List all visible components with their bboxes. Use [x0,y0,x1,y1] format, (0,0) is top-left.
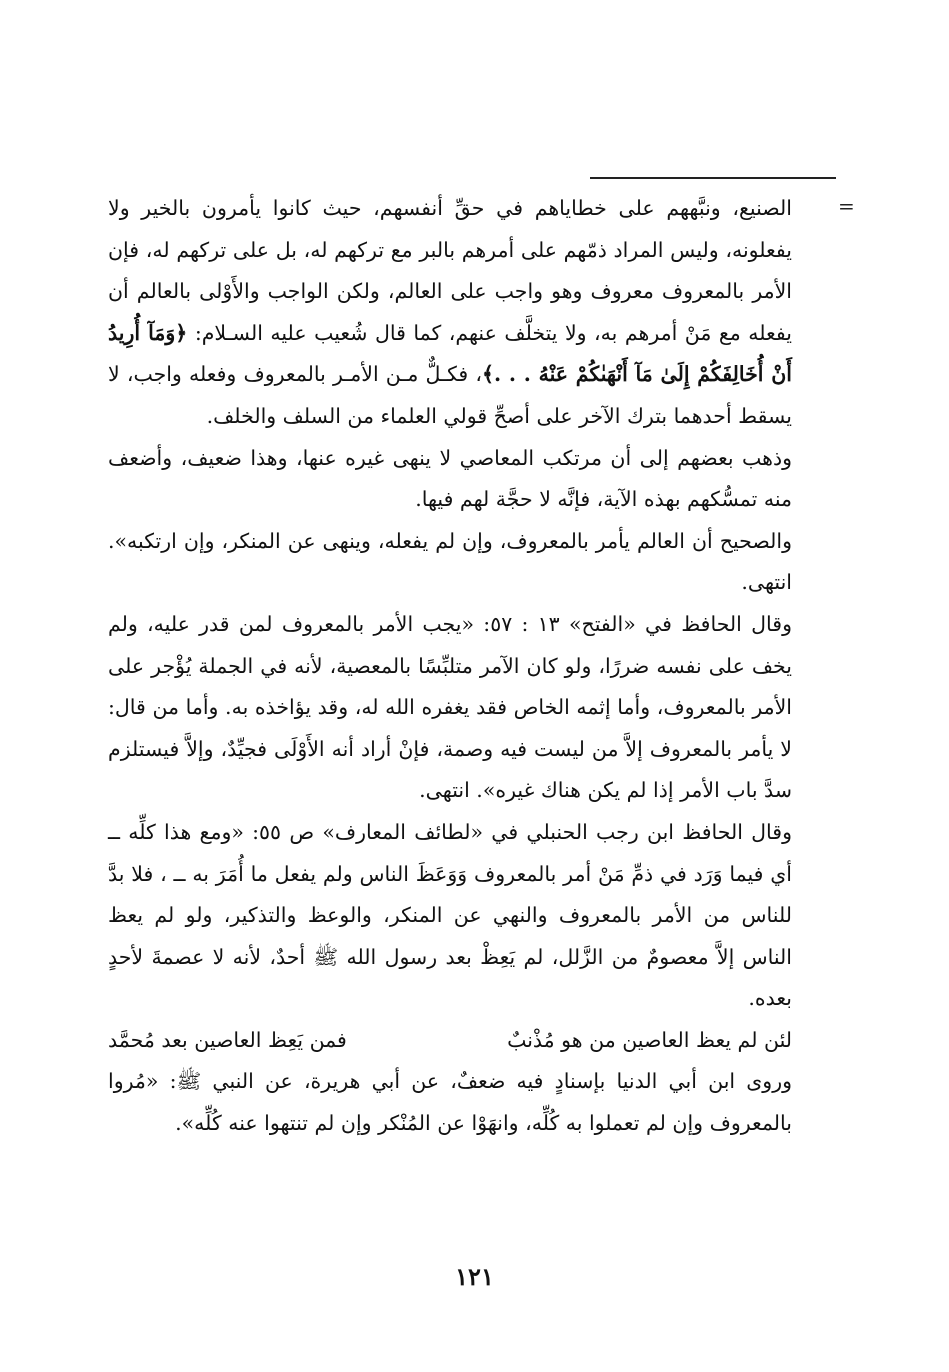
paragraph-1-text-before: الصنيع، ونبَّههم على خطاياهم في حقِّ أنفسهم، حيث كانوا يأمرون بالخير ولا يفعلونه، وليس المراد ذمّهم على أمرهم بالبر مع تركهم له، بل على تركهم له، فإن الأمر بالمعروف معروف وهو واجب على العالم، ولكن الواجب والأَوْلى بالعالم أن يفعله مع مَنْ أمرهم به، ولا يتخلَّف عنهم، كما قال شُعيب عليه السـلام: [108,196,793,345]
paragraph-1 [108,188,792,438]
continuation-mark: = [838,194,855,218]
verse-hemistich-left: فمن يَعِظ العاصين بعد مُحمَّد [108,1027,347,1052]
footnote-separator-rule [590,177,836,179]
paragraph-5: وقال الحافظ ابن رجب الحنبلي في «لطائف المعارف» ص ٥٥: «ومع هذا كلِّه ــ أي فيما وَرَد في ذمِّ مَنْ أمر بالمعروف وَوَعَظَ الناس ولم يفعل ما أُمَرَ به ــ ، فلا بدَّ للناس من الأمر بالمعروف والنهي عن المنكر، والوعظ والتذكير، ولو لم يعظ الناس إلاَّ معصومٌ من الزَّلل، لم يَعِظْ بعد رسول الله ﷺ أحدٌ، لأنه لا عصمةَ لأحدٍ بعده. [108,819,792,1011]
poetry-verse [108,1020,792,1062]
paragraph-4: وقال الحافظ في «الفتح» ١٣ : ٥٧: «يجب الأمر بالمعروف لمن قدر عليه، ولم يخف على نفسه ضررًا، ولو كان الآمر متلبِّسًا بالمعصية، لأنه في الجملة يُؤْجر على الأمر بالمعروف، وأما إثمه الخاص فقد يغفره الله له، وقد يؤاخذه به. وأما من قال: لا يأمر بالمعروف إلاَّ من ليست فيه وصمة، فإنْ أراد أنه الأَوْلَى فجيِّدٌ، وإلاَّ فيستلزم سدَّ باب الأمر إذا لم يكن هناك غيره». انتهى. [108,611,792,803]
paragraph-3: والصحيح أن العالم يأمر بالمعروف، وإن لم يفعله، وينهى عن المنكر، وإن ارتكبه». انتهى. [108,528,792,595]
paragraph-1-text-after: ، فكـلٌّ مـن الأمـر بالمعروف وفعله واجب، لا يسقط أحدهما بترك الآخر على أصحِّ قولي العلماء من السلف والخلف. [108,362,792,428]
page-body [108,188,792,1145]
quran-verse: ﴿وَمَآ أُرِيدُ أَنْ أُخَالِفَكُمْ إِلَىٰ مَآ أَنْهَىٰكُمْ عَنْهُ . . .﴾ [108,320,792,387]
verse-hemistich-right: لئن لم يعظ العاصين من هو مُذْنبٌ [507,1027,792,1052]
paragraph-2: وذهب بعضهم إلى أن مرتكب المعاصي لا ينهى غيره عنها، وهذا ضعيف، وأضعف منه تمسُّكهم بهذه الآية، فإنَّه لا حجَّة لهم فيها. [108,445,792,512]
page-number: ١٢١ [455,1262,494,1291]
paragraph-final: وروى ابن أبي الدنيا بإسنادٍ فيه ضعفٌ، عن أبي هريرة، عن النبي ﷺ: «مُروا بالمعروف وإن لم تعملوا به كُلِّه، وانهَوْا عن المُنْكر وإن لم تنتهوا عنه كُلِّه». [108,1069,792,1136]
